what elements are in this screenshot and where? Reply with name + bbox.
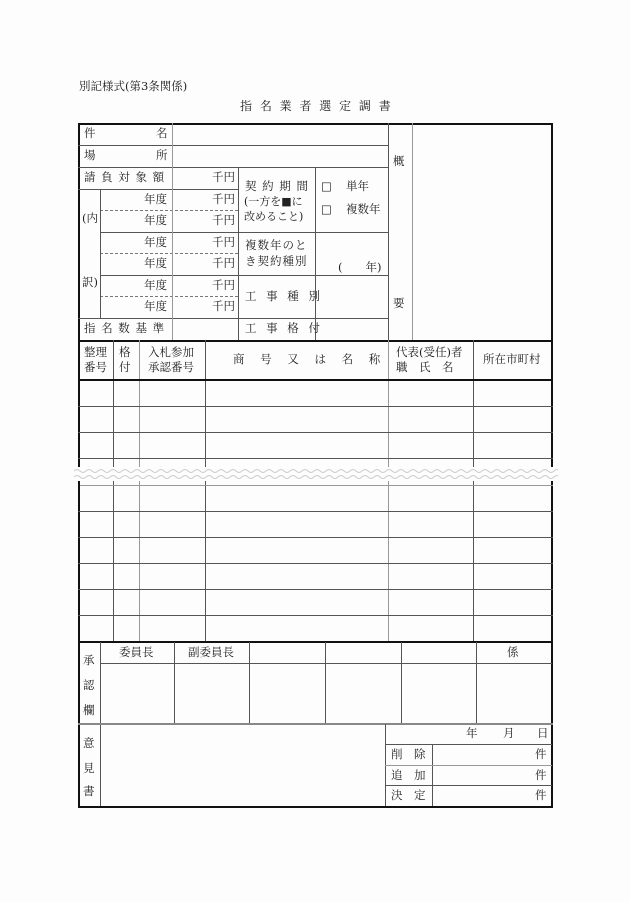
fiscal-year-label: 年度: [144, 256, 167, 270]
outline-label-bottom: 要: [393, 296, 405, 310]
multi-year-label: 複数年: [346, 202, 381, 216]
table-row[interactable]: [79, 512, 551, 537]
col-header-ref-no-2: 番号: [84, 360, 107, 374]
work-rank-field[interactable]: [316, 319, 387, 340]
approval-col-chairman: 委員長: [119, 645, 154, 659]
added-count-unit: 件: [535, 768, 547, 782]
table-row[interactable]: [79, 486, 551, 511]
approval-stamp-5[interactable]: [402, 664, 476, 723]
work-type-field[interactable]: [316, 276, 387, 318]
work-type-label: 工 事 種 別: [245, 289, 323, 303]
table-row[interactable]: [79, 407, 551, 432]
contract-amount-unit: 千円: [212, 170, 235, 184]
table-row[interactable]: [79, 590, 551, 615]
contract-period-note-2: 改めること): [244, 210, 304, 223]
col-header-municipality: 所在市町村: [483, 352, 541, 366]
fiscal-year-unit: 千円: [212, 299, 235, 313]
fiscal-year-unit: 千円: [212, 256, 235, 270]
location-label-2: 所: [156, 148, 168, 162]
opinion-label-2: 見: [83, 761, 95, 775]
approval-stamp-3[interactable]: [250, 664, 325, 723]
page-title: 指 名 業 者 選 定 調 書: [240, 99, 393, 113]
form-reference: 別記様式(第3条関係): [79, 79, 188, 93]
single-year-label: 単年: [346, 179, 369, 193]
opinion-label-1: 意: [83, 736, 95, 750]
col-header-approval-no: 入札参加: [148, 345, 194, 359]
multi-year-type-label-1: 複数年のと: [245, 238, 308, 252]
approval-stamp-4[interactable]: [326, 664, 401, 723]
col-header-representative-2: 職 氏 名: [396, 360, 454, 374]
fiscal-year-label: 年度: [144, 299, 167, 313]
fiscal-year-label: 年度: [144, 235, 167, 249]
breakdown-label-bottom: 訳): [82, 275, 98, 289]
multi-year-type-label-2: き契約種別: [245, 254, 308, 268]
decided-count-field[interactable]: [433, 786, 533, 806]
breakdown-label-top: (内: [82, 211, 98, 225]
contract-amount-field[interactable]: [173, 168, 237, 189]
fiscal-year-label: 年度: [144, 213, 167, 227]
checkbox-icon[interactable]: □: [321, 202, 332, 216]
table-row[interactable]: [79, 433, 551, 458]
decided-count-label: 決 定: [391, 788, 426, 802]
col-header-ref-no: 整理: [84, 345, 107, 359]
table-row[interactable]: [79, 538, 551, 563]
col-header-approval-no-2: 承認番号: [148, 360, 194, 374]
deleted-count-label: 削 除: [391, 747, 426, 761]
contract-period-label: 契 約 期 間: [245, 179, 309, 193]
decided-count-unit: 件: [535, 788, 547, 802]
page-break-tear: [74, 467, 558, 481]
outline-field[interactable]: [413, 124, 550, 339]
approval-stamp-staff[interactable]: [477, 664, 551, 723]
contract-period-note-1: (一方を■に: [244, 195, 303, 208]
table-row[interactable]: [79, 564, 551, 589]
approval-col-vice-chairman: 副委員長: [188, 645, 234, 659]
nomination-standard-label: 指 名 数 基 準: [84, 321, 166, 335]
added-count-field[interactable]: [433, 766, 533, 785]
date-month: 月: [503, 726, 515, 740]
location-field[interactable]: [173, 146, 387, 167]
fiscal-year-unit: 千円: [212, 235, 235, 249]
deleted-count-field[interactable]: [433, 745, 533, 765]
nomination-standard-field[interactable]: [173, 319, 237, 340]
fiscal-year-unit: 千円: [212, 213, 235, 227]
col-header-rank: 格: [119, 345, 131, 359]
approval-label-2: 認: [83, 678, 95, 692]
location-label: 場: [84, 148, 96, 162]
approval-stamp-vice-chairman[interactable]: [175, 664, 249, 723]
project-name-label: 件: [84, 126, 96, 140]
date-year: 年: [466, 726, 478, 740]
approval-stamp-chairman[interactable]: [101, 664, 174, 723]
approval-label-3: 欄: [83, 703, 95, 717]
checkbox-icon[interactable]: □: [321, 179, 332, 193]
contract-amount-label: 請 負 対 象 額: [84, 170, 166, 184]
added-count-label: 追 加: [391, 768, 426, 782]
col-header-representative: 代表(受任)者: [396, 345, 463, 359]
col-header-rank-2: 付: [119, 360, 131, 374]
fiscal-year-unit: 千円: [212, 278, 235, 292]
opinion-text-field[interactable]: [101, 724, 384, 806]
fiscal-year-unit: 千円: [212, 192, 235, 206]
outline-label-top: 概: [393, 154, 405, 168]
fiscal-year-label: 年度: [144, 192, 167, 206]
deleted-count-unit: 件: [535, 747, 547, 761]
work-rank-label: 工 事 格 付: [245, 321, 323, 335]
col-header-company-name: 商 号 又 は 名 称: [233, 352, 387, 366]
project-name-label-2: 名: [156, 126, 168, 140]
fiscal-year-label: 年度: [144, 278, 167, 292]
table-row[interactable]: [79, 616, 551, 641]
table-row[interactable]: [79, 380, 551, 406]
date-day: 日: [537, 726, 549, 740]
multi-year-type-value[interactable]: ( 年): [338, 260, 382, 274]
approval-col-staff: 係: [507, 645, 519, 659]
opinion-label-3: 書: [83, 784, 95, 798]
approval-label-1: 承: [83, 653, 95, 667]
project-name-field[interactable]: [173, 124, 387, 145]
